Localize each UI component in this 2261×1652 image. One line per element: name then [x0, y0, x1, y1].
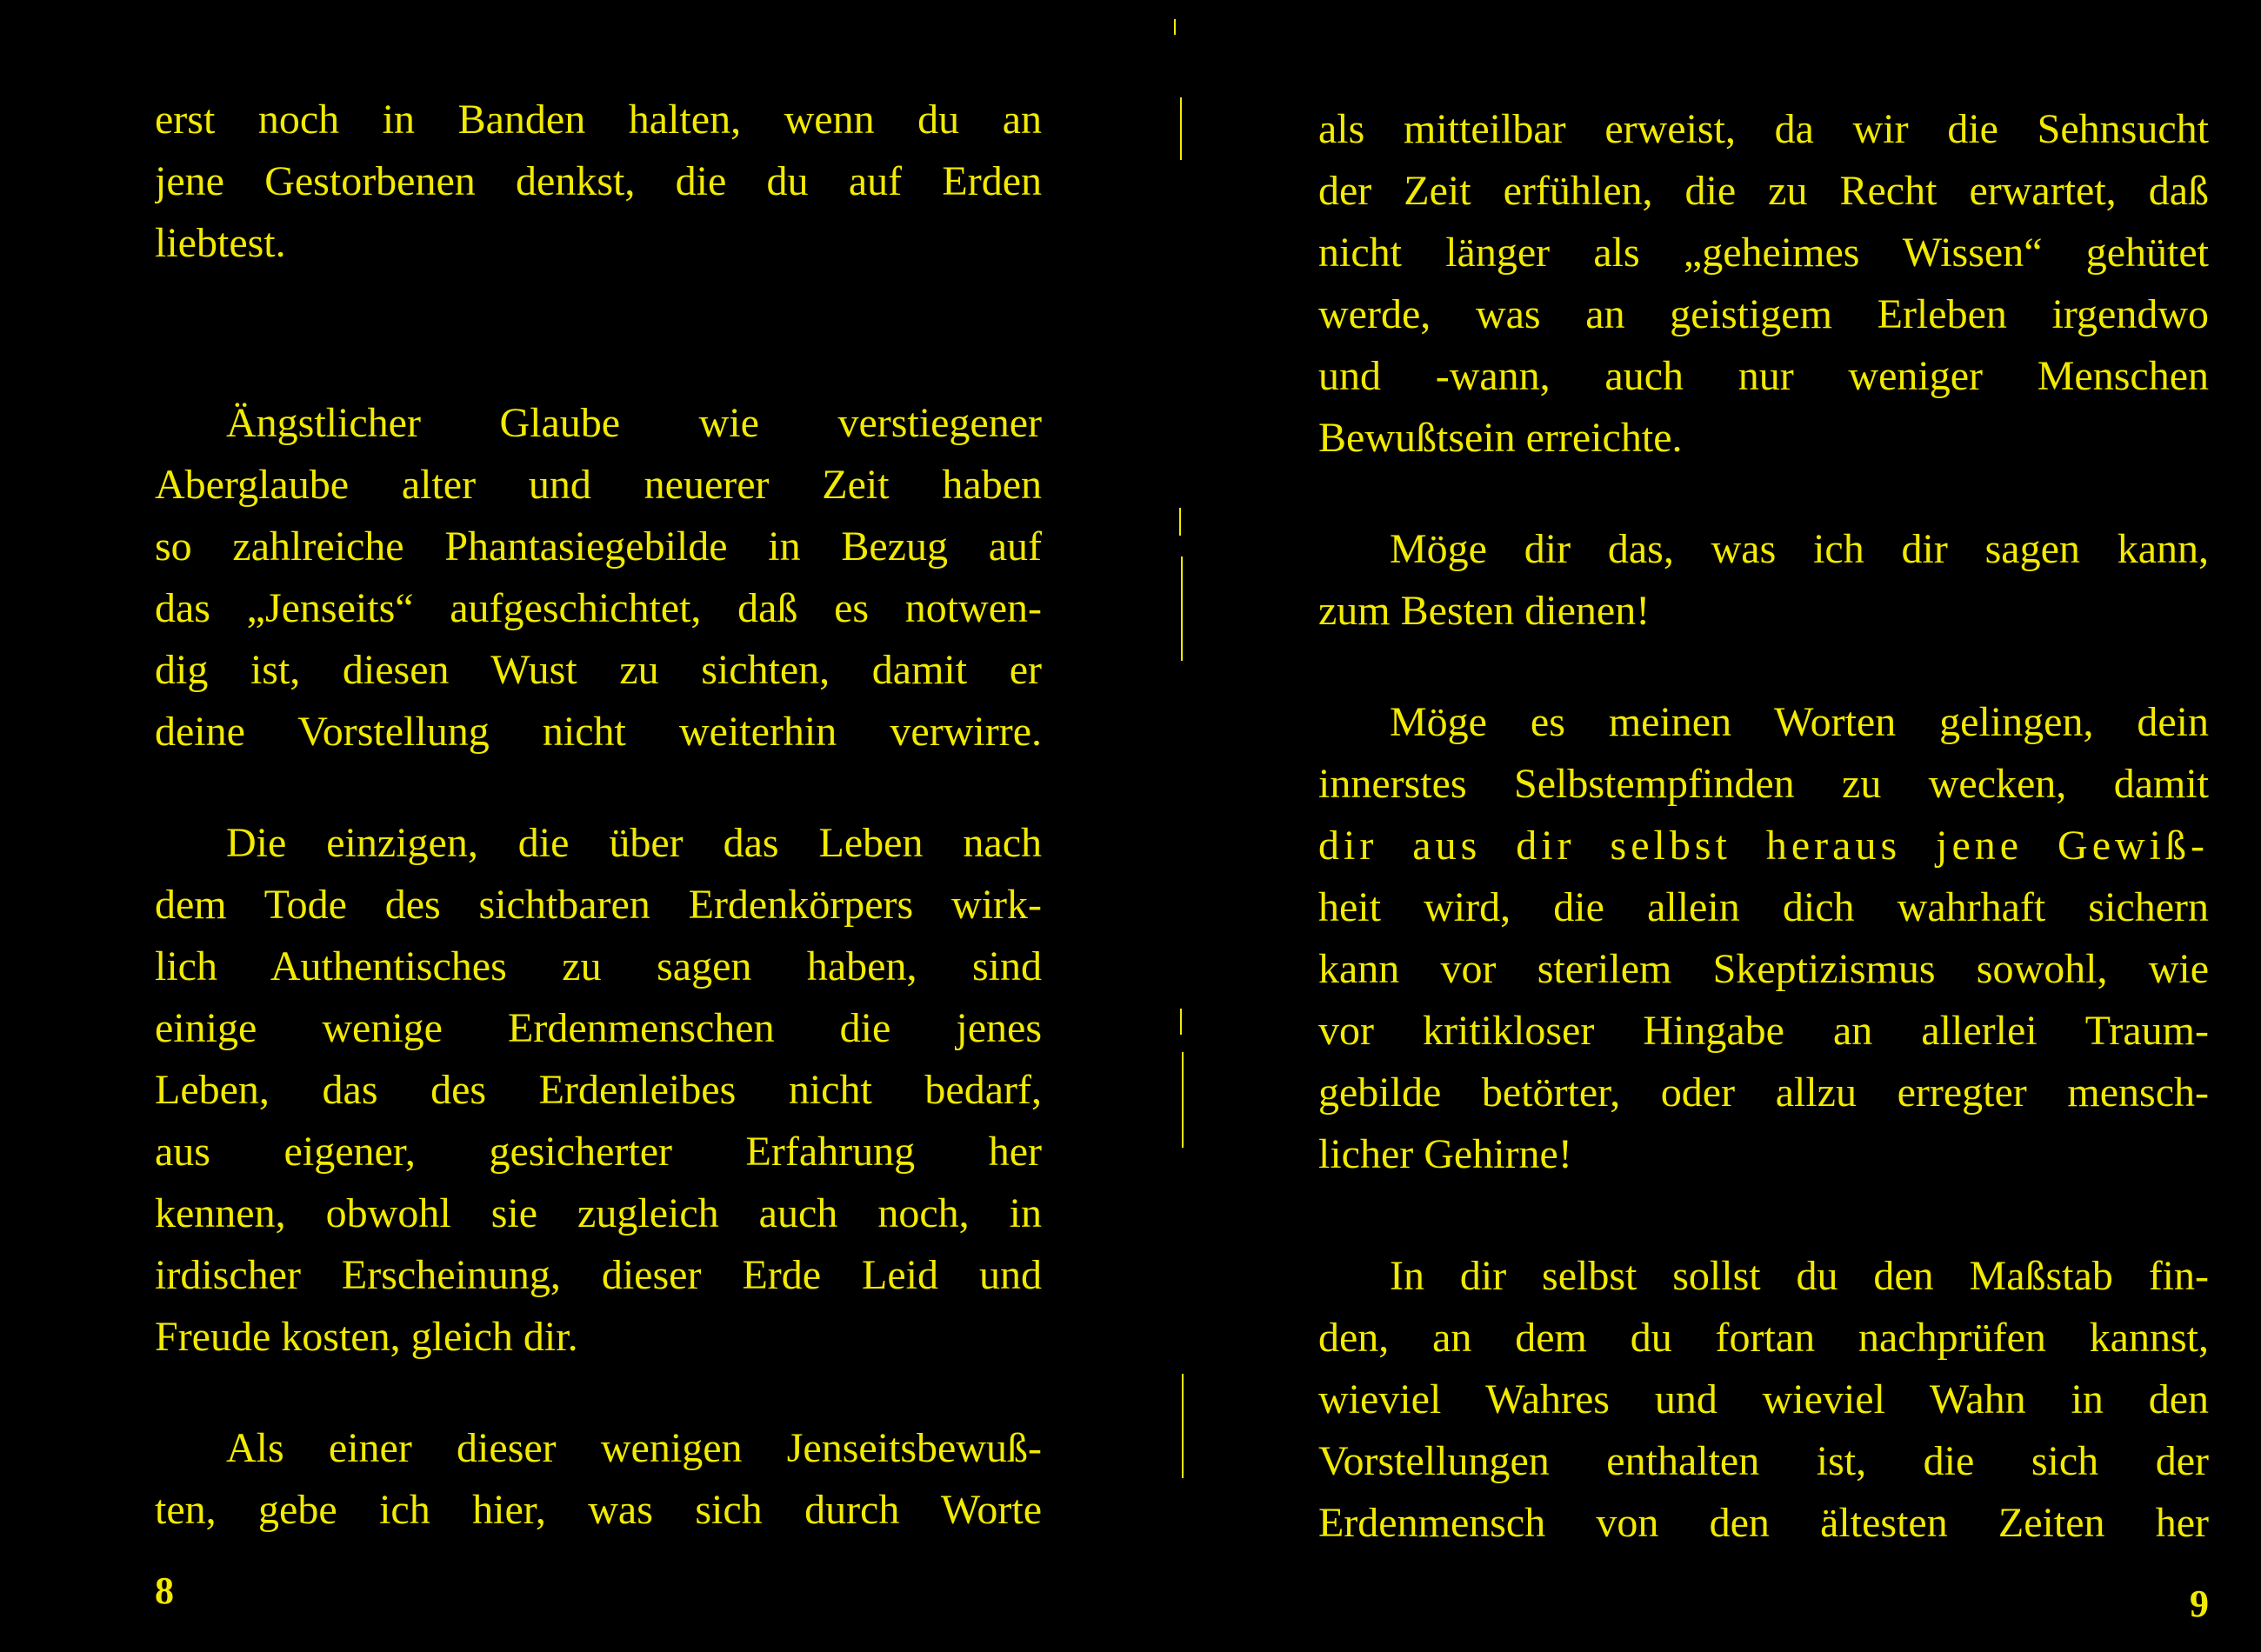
text-line: innerstes Selbstempfinden zu wecken, damit: [1318, 761, 2209, 807]
text-line: Als einer dieser wenigen Jenseitsbewuß-: [226, 1425, 1042, 1471]
text-line: deine Vorstellung nicht weiterhin verwirre.: [155, 709, 1042, 755]
paragraph-gap: [155, 1368, 1042, 1417]
text-line: Die einzigen, die über das Leben nach: [226, 820, 1042, 866]
text-line: Leben, das des Erdenleibes nicht bedarf,: [155, 1067, 1042, 1113]
right-page-text: [1318, 98, 2209, 1554]
text-line: dig ist, diesen Wust zu sichten, damit er: [155, 647, 1042, 693]
text-line: Möge es meinen Worten gelingen, dein: [1390, 699, 2209, 745]
paragraph-gap: [155, 274, 1042, 392]
text-line: den, an dem du fortan nachprüfen kannst,: [1318, 1315, 2209, 1361]
text-line: Erdenmensch von den ältesten Zeiten her: [1318, 1500, 2209, 1546]
text-line: werde, was an geistigem Erleben irgendwo: [1318, 291, 2209, 337]
text-line: kennen, obwohl sie zugleich auch noch, in: [155, 1190, 1042, 1236]
text-line: liebtest.: [155, 220, 286, 266]
text-line: nicht länger als „geheimes Wissen“ gehütet: [1318, 230, 2209, 276]
text-line: kann vor sterilem Skeptizismus sowohl, wie: [1318, 946, 2209, 992]
text-line: zum Besten dienen!: [1318, 588, 1651, 634]
paragraph-gap: [1318, 1185, 2209, 1245]
text-line: wieviel Wahres und wieviel Wahn in den: [1318, 1376, 2209, 1422]
text-line: Freude kosten, gleich dir.: [155, 1314, 578, 1360]
text-line: vor kritikloser Hingabe an allerlei Traum-: [1318, 1008, 2209, 1054]
paragraph-gap: [1318, 642, 2209, 691]
text-line: heit wird, die allein dich wahrhaft sichern: [1318, 884, 2209, 930]
text-line: Aberglaube alter und neuerer Zeit haben: [155, 462, 1042, 508]
text-line: einige wenige Erdenmenschen die jenes: [155, 1005, 1042, 1051]
page-number-right: 9: [2190, 1582, 2209, 1625]
text-line: das „Jenseits“ aufgeschichtet, daß es notwen-: [155, 585, 1042, 631]
left-page-text: [155, 89, 1042, 1541]
text-line: ten, gebe ich hier, was sich durch Worte: [155, 1487, 1042, 1533]
text-line: licher Gehirne!: [1318, 1131, 1572, 1177]
text-line: jene Gestorbenen denkst, die du auf Erden: [155, 158, 1042, 204]
text-line: irdischer Erscheinung, dieser Erde Leid und: [155, 1252, 1042, 1298]
paragraph-gap: [155, 763, 1042, 812]
text-line: Vorstellungen enthalten ist, die sich der: [1318, 1438, 2209, 1484]
text-line: erst noch in Banden halten, wenn du an: [155, 97, 1042, 143]
text-line: In dir selbst sollst du den Maßstab fin-: [1390, 1253, 2209, 1299]
text-line: und -wann, auch nur weniger Menschen: [1318, 353, 2209, 399]
page-number-left: 8: [155, 1569, 174, 1612]
text-line: Ängstlicher Glaube wie verstiegener: [226, 400, 1042, 446]
text-line: Bewußtsein erreichte.: [1318, 415, 1683, 461]
text-line: aus eigener, gesicherter Erfahrung her: [155, 1129, 1042, 1175]
text-line: so zahlreiche Phantasiegebilde in Bezug auf: [155, 523, 1042, 570]
text-line: als mitteilbar erweist, da wir die Sehnsucht: [1318, 106, 2209, 152]
text-line: dem Tode des sichtbaren Erdenkörpers wirk-: [155, 882, 1042, 928]
text-line: der Zeit erfühlen, die zu Recht erwartet, daß: [1318, 168, 2209, 214]
text-line: gebilde betörter, oder allzu erregter mensch-: [1318, 1069, 2209, 1116]
right-page: [1174, 0, 2261, 1652]
paragraph-gap: [1318, 469, 2209, 518]
text-line: Möge dir das, was ich dir sagen kann,: [1390, 526, 2209, 572]
text-line: dir aus dir selbst heraus jene Gewiß-: [1318, 823, 2209, 869]
text-line: lich Authentisches zu sagen haben, sind: [155, 943, 1042, 989]
